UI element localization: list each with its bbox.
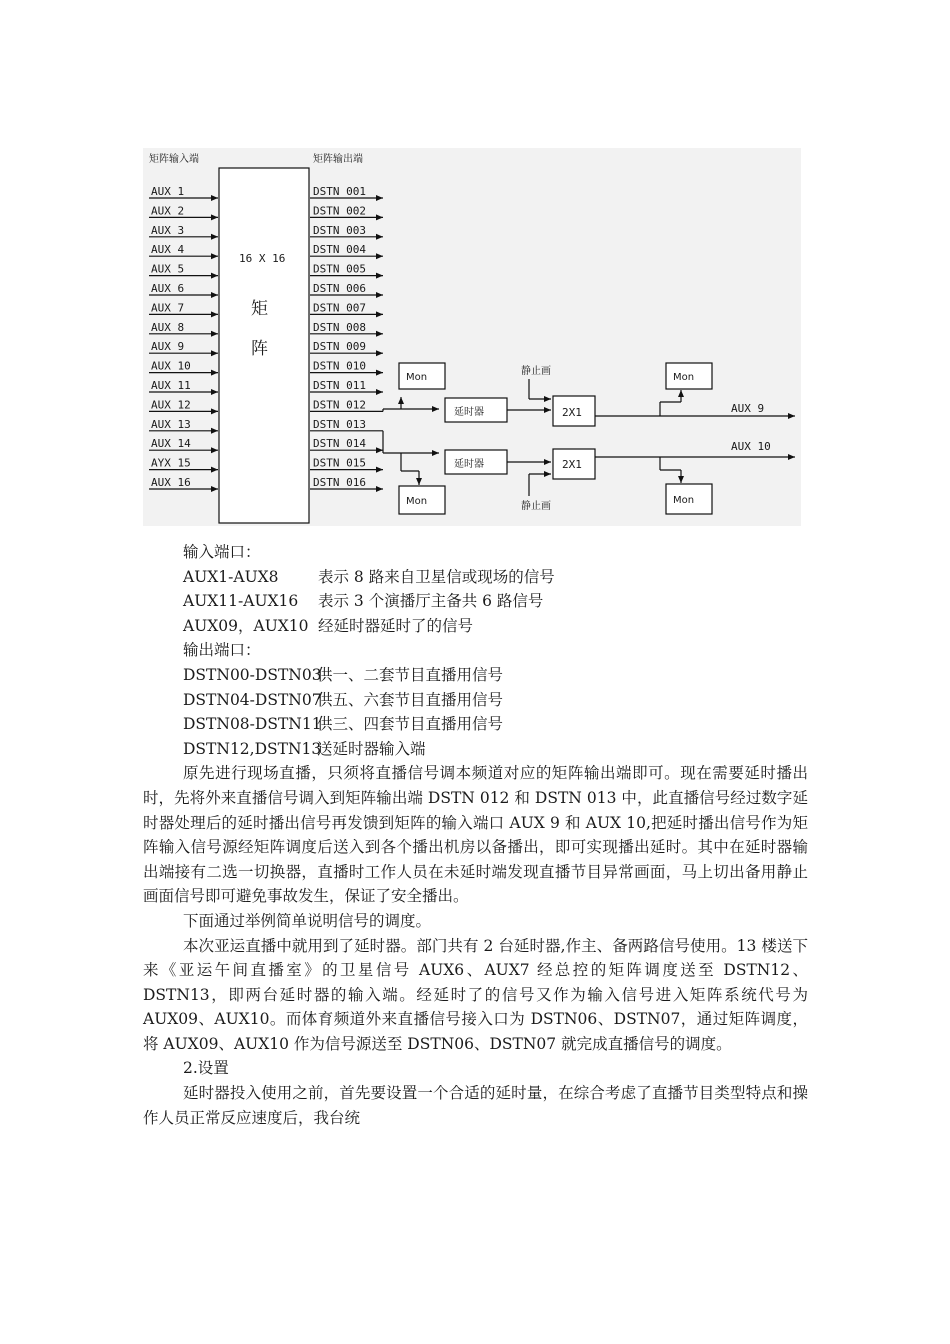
port-key: AUX1-AUX8 [183, 567, 279, 586]
matrix-char-1: 矩 [251, 299, 268, 319]
matrix-size: 16 X 16 [239, 252, 286, 265]
input-ports-title: 输入端口： [183, 543, 261, 561]
input-label: AYX 15 [151, 456, 191, 470]
output-rows [310, 185, 383, 489]
input-label: AUX 16 [151, 476, 191, 489]
port-key: DSTN08-DSTN11 [183, 715, 322, 734]
input-label: AUX 4 [151, 243, 185, 257]
still-label-upper: 静止画 [521, 366, 551, 377]
input-rows [149, 185, 218, 489]
paragraph-3: 本次亚运直播中就用到了延时器。部门共有 2 台延时器,作主、备两路信号使用。13 楼送下来《亚运午间直播室》的卫星信号 AUX6、AUX7 经总控的矩阵调度送至 DSTN12、DSTN13，即两台延时器的输入端。经延时了的信号又作为输入信号进入矩阵系统代号为 AUX09、AUX10。而体育频道外来直播信号接入口为 DSTN06、DSTN07，通过矩阵调度，将 AUX09、AUX10 作为信号源送至 DSTN06、DSTN07 就完成直播信号的调度。 [143, 936, 808, 1053]
output-label: DSTN 013 [313, 417, 366, 431]
mon-label: Mon [406, 496, 428, 507]
output-label: DSTN 009 [313, 340, 366, 354]
matrix-delay-diagram [143, 148, 801, 526]
input-label: AUX 3 [151, 223, 185, 237]
port-desc: 表示 3 个演播厅主备共 6 路信号 [318, 592, 544, 611]
output-label: DSTN 001 [313, 185, 366, 198]
input-port-row [143, 589, 808, 614]
input-label: AUX 1 [151, 185, 185, 198]
mon-label: Mon [673, 372, 695, 383]
out-aux9-label: AUX 9 [731, 402, 765, 415]
section-heading: 2.设置 [183, 1059, 229, 1078]
output-label: DSTN 005 [313, 262, 366, 276]
port-desc: 供一、二套节目直播用信号 [317, 665, 504, 684]
input-port-row [143, 565, 808, 590]
output-label: DSTN 004 [313, 243, 366, 257]
output-label: DSTN 016 [313, 476, 366, 489]
input-label: AUX 2 [151, 204, 185, 218]
output-label: DSTN 007 [313, 301, 366, 315]
input-label: AUX 13 [151, 417, 191, 431]
port-desc: 表示 8 路来自卫星信或现场的信号 [318, 567, 555, 586]
port-desc: 送延时器输入端 [317, 739, 426, 758]
input-label: AUX 10 [151, 359, 191, 373]
output-label: DSTN 008 [313, 320, 366, 334]
output-label: DSTN 010 [313, 359, 366, 373]
document-body [143, 540, 808, 1130]
lower-chain [383, 440, 795, 514]
output-ports-title: 输出端口： [183, 641, 261, 660]
output-port-row [143, 663, 808, 688]
output-label: DSTN 011 [313, 379, 366, 392]
input-header: 矩阵输入端 [149, 154, 199, 165]
mon-label: Mon [673, 495, 695, 506]
input-label: AUX 9 [151, 340, 185, 354]
output-port-row [143, 737, 808, 762]
switch-label: 2X1 [562, 406, 582, 419]
input-label: AUX 7 [151, 301, 185, 315]
input-label: AUX 5 [151, 262, 185, 276]
output-label: DSTN 014 [313, 437, 366, 451]
delay-label: 延时器 [454, 407, 484, 418]
mon-label: Mon [406, 372, 428, 383]
output-port-row [143, 688, 808, 713]
output-header: 矩阵输出端 [313, 154, 363, 165]
port-desc: 经延时器延时了的信号 [318, 616, 474, 635]
output-label: DSTN 012 [313, 398, 366, 412]
out-aux10-label: AUX 10 [731, 440, 771, 453]
port-key: AUX11-AUX16 [183, 592, 299, 611]
output-label: DSTN 002 [313, 204, 366, 218]
matrix-char-2: 阵 [251, 339, 268, 359]
output-port-row [143, 712, 808, 737]
port-key: DSTN00-DSTN03 [183, 665, 322, 684]
paragraph-1: 原先进行现场直播，只须将直播信号调本频道对应的矩阵输出端即可。现在需要延时播出时，先将外来直播信号调入到矩阵输出端 DSTN 012 和 DSTN 013 中，此直播信号经过数字延时器处理后的延时播出信号再发馈到矩阵的输入端口 AUX 9 和 AUX 10,把延时播出信号作为矩阵输入信号源经矩阵调度后送入到各个播出机房以备播出，即可实现播出延时。其中在延时器输出端接有二选一切换器，直播时工作人员在未延时端发现直播节目异常画面，马上切出备用静止画面信号即可避免事故发生，保证了安全播出。 [143, 764, 808, 906]
paragraph-2: 下面通过举例简单说明信号的调度。 [183, 911, 432, 930]
port-key: DSTN12,DSTN13 [183, 739, 322, 758]
input-label: AUX 6 [151, 282, 185, 295]
port-desc: 供三、四套节目直播用信号 [317, 715, 504, 734]
paragraph-4: 延时器投入使用之前，首先要设置一个合适的延时量，在综合考虑了直播节目类型特点和操作人员正常反应速度后，我台统 [143, 1084, 808, 1127]
port-desc: 供五、六套节目直播用信号 [317, 690, 504, 709]
output-label: DSTN 003 [313, 223, 366, 237]
output-label: DSTN 015 [313, 456, 366, 470]
input-label: AUX 11 [151, 379, 191, 392]
switch-label: 2X1 [562, 458, 582, 471]
upper-chain [383, 363, 795, 426]
still-label-lower: 静止画 [521, 501, 551, 512]
output-label: DSTN 006 [313, 282, 366, 295]
port-key: AUX09，AUX10 [183, 616, 309, 635]
input-label: AUX 14 [151, 437, 191, 451]
input-label: AUX 8 [151, 320, 185, 334]
delay-label: 延时器 [454, 459, 484, 470]
input-label: AUX 12 [151, 398, 191, 412]
input-port-row [143, 614, 808, 639]
port-key: DSTN04-DSTN07 [183, 690, 322, 709]
